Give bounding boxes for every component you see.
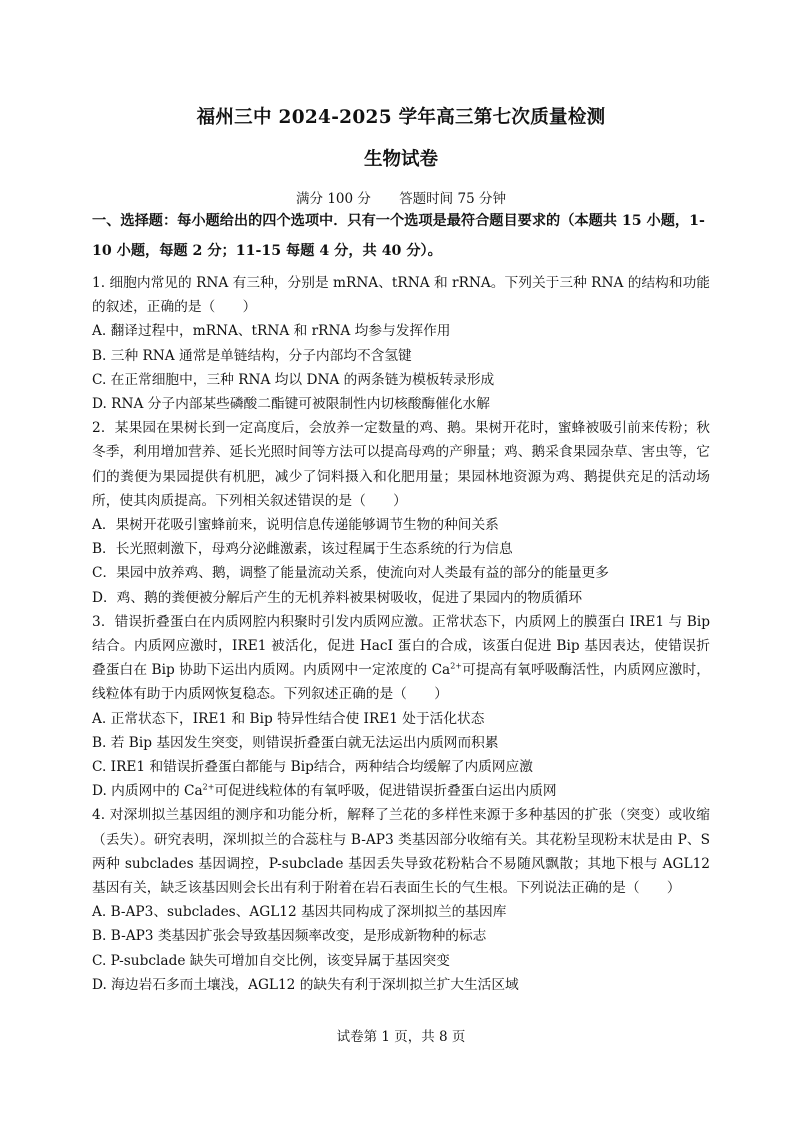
full-score: 满分 100 分 [296,191,371,207]
q3-stem-part2: 可提高有氧呼吸酶活性，内质网应激时，线粒体有助于内质网恢复稳态。下列叙述正确的是（ ） [92,662,710,703]
exam-meta [92,187,710,207]
section-heading: 一、选择题：每小题给出的四个选项中．只有一个选项是最符合题目要求的（本题共 15 小题，1-10 小题，每题 2 分；11-15 每题 4 分，共 40 分）。 [92,213,705,259]
q2-stem: 2．某果园在果树长到一定高度后，会放养一定数量的鸡、鹅。果树开花时，蜜蜂被吸引前来传粉；秋冬季，利用增加营养、延长光照时间等方法可以提高母鸡的产卵量；鸡、鹅采食果园杂草、害虫等，它们的粪便为果园提供有机肥，减少了饲料摄入和化肥用量；果园林地资源为鸡、鹅提供充足的活动场所，使其肉质提高。下列相关叙述错误的是（ ） [92,420,710,509]
subject-title: 生物试卷 [363,149,438,170]
q3-stem-part1: 3．错误折叠蛋白在内质网腔内积聚时引发内质网应激。正常状态下，内质网上的膜蛋白 IRE1 与 Bip结合。内质网应激时，IRE1 被活化，促进 HacI 蛋白的合成，该蛋白促进 Bip 基因表达，使错误折叠蛋白在 Bip 协助下运出内质网。内质网中一定浓度的 Ca [92,613,710,679]
q2-option-c: C．果园中放养鸡、鹅，调整了能量流动关系，使流向对人类最有益的部分的能量更多 [92,565,609,582]
q2-option-d: D．鸡、鹅的粪便被分解后产生的无机养料被果树吸收，促进了果园内的物质循环 [92,589,583,606]
q3-option-d-part1: D. 内质网中的 Ca [92,783,203,800]
q3-option-a: A. 正常状态下，IRE1 和 Bip 特异性结合使 IRE1 处于活化状态 [92,710,485,727]
q1-stem: 1. 细胞内常见的 RNA 有三种，分别是 mRNA、tRNA 和 rRNA。下列关于三种 RNA 的结构和功能的叙述，正确的是（ ） [92,275,710,316]
q3-option-b: B. 若 Bip 基因发生突变，则错误折叠蛋白就无法运出内质网而积累 [92,734,499,751]
exam-title: 福州三中 2024-2025 学年高三第七次质量检测 [196,107,606,128]
q1-option-c: C. 在正常细胞中，三种 RNA 均以 DNA 的两条链为模板转录形成 [92,371,495,388]
q3-option-d-part2: 可促进线粒体的有氧呼吸，促进错误折叠蛋白运出内质网 [214,783,557,800]
q1-option-d: D. RNA 分子内部某些磷酸二酯键可被限制性内切核酸酶催化水解 [92,396,490,413]
q3-option-d [92,779,710,803]
duration: 答题时间 75 分钟 [399,191,506,207]
q2-option-b: B．长光照刺激下，母鸡分泌雌激素，该过程属于生态系统的行为信息 [92,541,513,558]
page-footer: 试卷第 1 页，共 8 页 [336,1029,466,1045]
q1-option-a: A. 翻译过程中，mRNA、tRNA 和 rRNA 均参与发挥作用 [92,323,451,340]
question-body [92,271,710,997]
q4-option-a: A. B-AP3、subclades、AGL12 基因共同构成了深圳拟兰的基因库 [92,904,507,921]
q1-option-b: B. 三种 RNA 通常是单链结构，分子内部均不含氢键 [92,347,412,364]
q2-option-a: A．果树开花吸引蜜蜂前来，说明信息传递能够调节生物的种间关系 [92,517,499,534]
q3-stem [92,610,710,707]
q3-option-c: C. IRE1 和错误折叠蛋白都能与 Bip结合，两种结合均缓解了内质网应激 [92,759,533,776]
q4-option-b: B. B-AP3 类基因扩张会导致基因频率改变，是形成新物种的标志 [92,928,487,945]
q4-option-c: C. P-subclade 缺失可增加自交比例，该变异属于基因突变 [92,952,450,969]
q4-option-d: D. 海边岩石多而土壤浅，AGL12 的缺失有利于深圳拟兰扩大生活区域 [92,976,519,993]
q4-stem: 4. 对深圳拟兰基因组的测序和功能分析，解释了兰花的多样性来源于多种基因的扩张（突变）或收缩（丢失）。研究表明，深圳拟兰的合蕊柱与 B-AP3 类基因部分收缩有关。其花粉呈现粉末状是由 P、S 两种 subclades 基因调控，P-subclade 基因丢失导致花粉粘合不易随风飘散；其地下根与 AGL12 基因有关，缺乏该基因则会长出有利于附着在岩石表面生长的气生根。下列说法正确的是（ ） [92,807,710,897]
q3-option-d-sup: 2+ [202,782,215,792]
q3-stem-sup: 2+ [450,661,463,671]
